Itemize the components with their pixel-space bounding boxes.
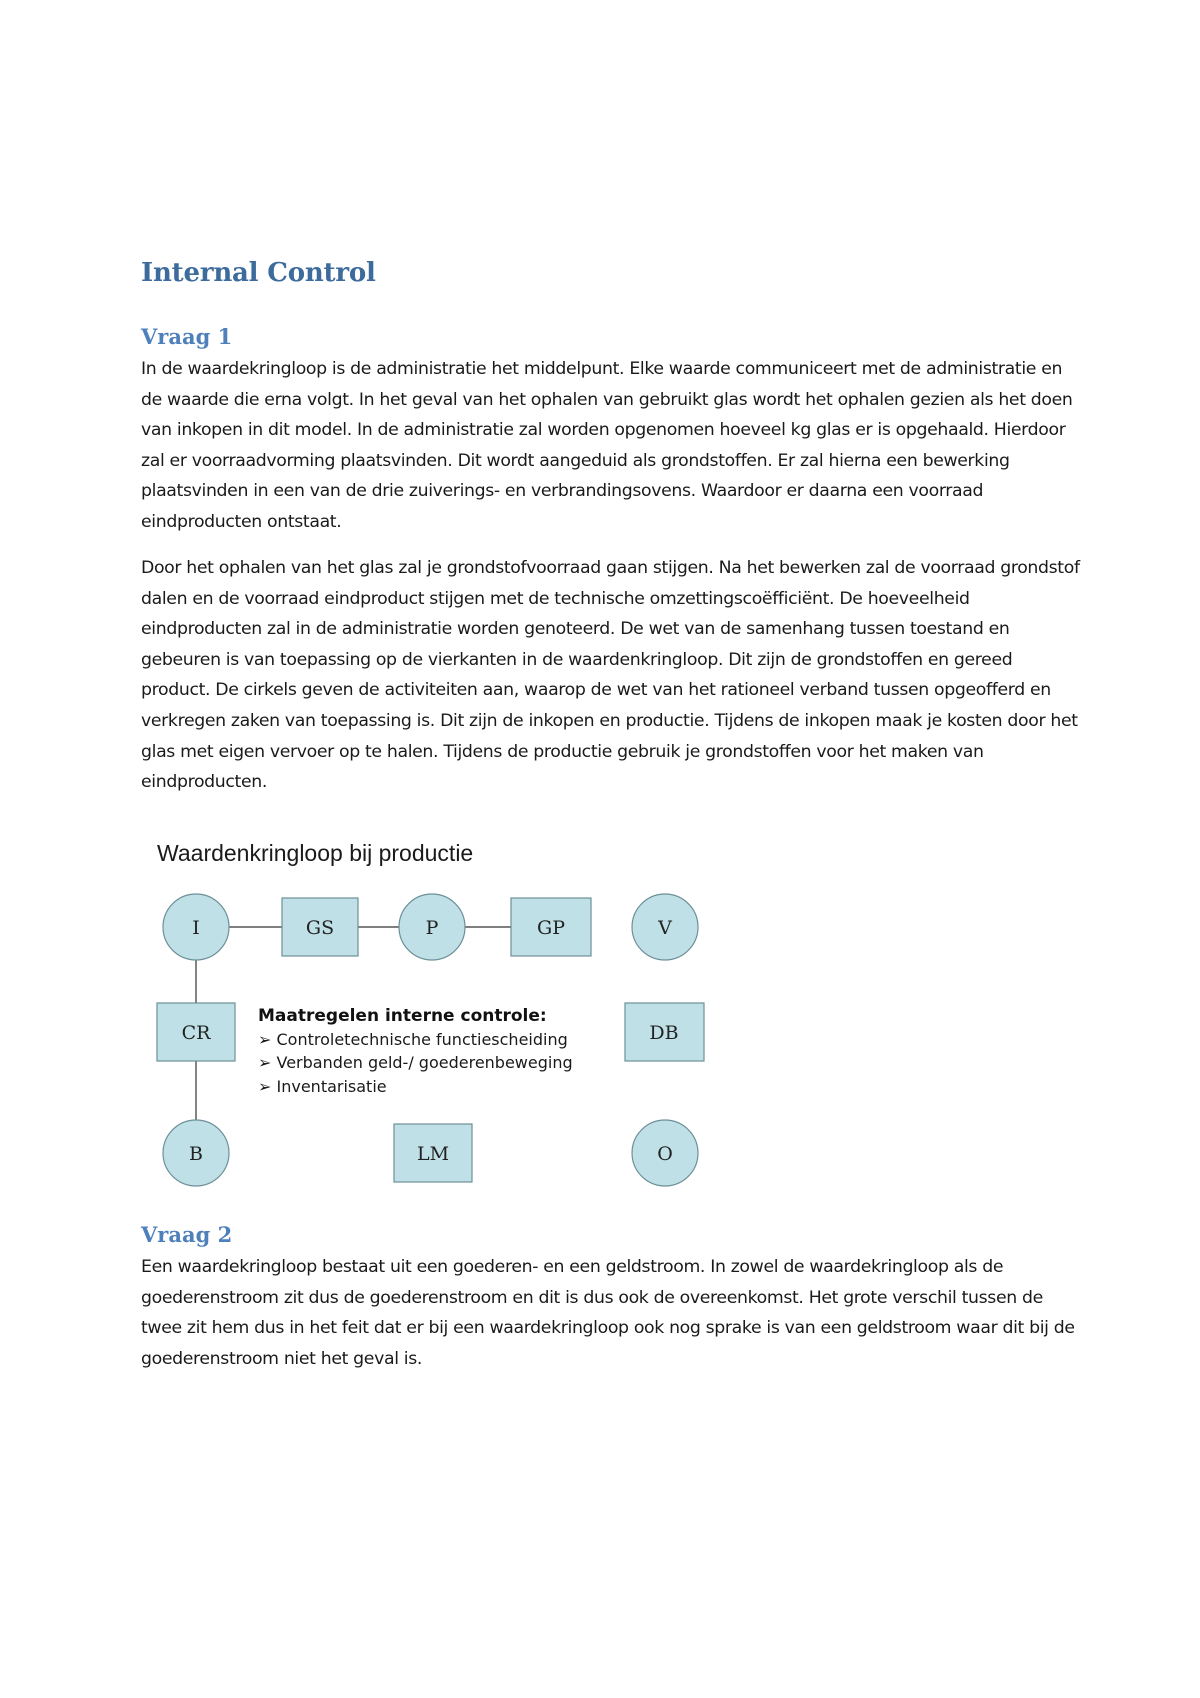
section-heading-vraag-1: Vraag 1: [141, 324, 233, 349]
node-lm-label: LM: [416, 1143, 450, 1165]
node-i-label: I: [192, 917, 200, 939]
measures-item-3: [258, 1077, 387, 1096]
node-p-label: P: [425, 917, 439, 939]
bullet-arrow-icon: ➢: [258, 1030, 272, 1049]
paragraph-vraag-2-1: Een waardekringloop bestaat uit een goederen- en een geldstroom. In zowel de waardekringloop als de goederenstroom zit dus de goederenstroom en dit is dus ook de overeenkomst. Het grote verschil tussen de twee zit hem dus in het feit dat er bij een waardekringloop ook nog sprake is van een geldstroom waar dit bij de goederenstroom niet het geval is.: [141, 1257, 1075, 1369]
measures-item-3-text: Inventarisatie: [276, 1077, 387, 1096]
section-heading-vraag-2: Vraag 2: [141, 1222, 233, 1247]
paragraph-vraag-1-2: Door het ophalen van het glas zal je grondstofvoorraad gaan stijgen. Na het bewerken zal de voorraad grondstof dalen en de voorraad eindproduct stijgen met de technische omzettingscoëfficiënt. De hoeveelheid eindproducten zal in de administratie worden genoteerd. De wet van de samenhang tussen toestand en gebeuren is van toepassing op de vierkanten in de waardenkringloop. Dit zijn de grondstoffen en gereed product. De cirkels geven de activiteiten aan, waarop de wet van het rationeel verband tussen opgeofferd en verkregen zaken van toepassing is. Dit zijn de inkopen en productie. Tijdens de inkopen maak je kosten door het glas met eigen vervoer op te halen. Tijdens de productie gebruik je grondstoffen voor het maken van eindproducten.: [141, 558, 1080, 793]
value-cycle-diagram: [141, 835, 711, 1190]
node-gs-label: GS: [305, 917, 335, 939]
bullet-arrow-icon: ➢: [258, 1077, 272, 1096]
diagram-canvas: [141, 835, 711, 1190]
paragraph-vraag-1-1: In de waardekringloop is de administratie het middelpunt. Elke waarde communiceert met de administratie en de waarde die erna volgt. In het geval van het ophalen van gebruikt glas wordt het ophalen gezien als het doen van inkopen in dit model. In de administratie zal worden opgenomen hoeveel kg glas er is opgehaald. Hierdoor zal er voorraadvorming plaatsvinden. Dit wordt aangeduid als grondstoffen. Er zal hierna een bewerking plaatsvinden in een van de drie zuiverings- en verbrandingsovens. Waardoor er daarna een voorraad eindproducten ontstaat.: [141, 359, 1073, 532]
node-cr-label: CR: [181, 1022, 211, 1044]
node-db-label: DB: [649, 1022, 679, 1044]
node-o-label: O: [657, 1143, 673, 1165]
measures-title: Maatregelen interne controle:: [258, 1006, 547, 1026]
bullet-arrow-icon: ➢: [258, 1053, 272, 1072]
page-title: Internal Control: [141, 258, 376, 288]
measures-item-1: [258, 1030, 568, 1049]
measures-item-2-text: Verbanden geld-/ goederenbeweging: [276, 1053, 573, 1072]
node-b-label: B: [189, 1143, 203, 1165]
node-v-label: V: [658, 917, 672, 939]
measures-item-1-text: Controletechnische functiescheiding: [276, 1030, 568, 1049]
node-gp-label: GP: [537, 917, 565, 939]
diagram-title: Waardenkringloop bij productie: [157, 840, 474, 866]
measures-item-2: [258, 1053, 573, 1072]
